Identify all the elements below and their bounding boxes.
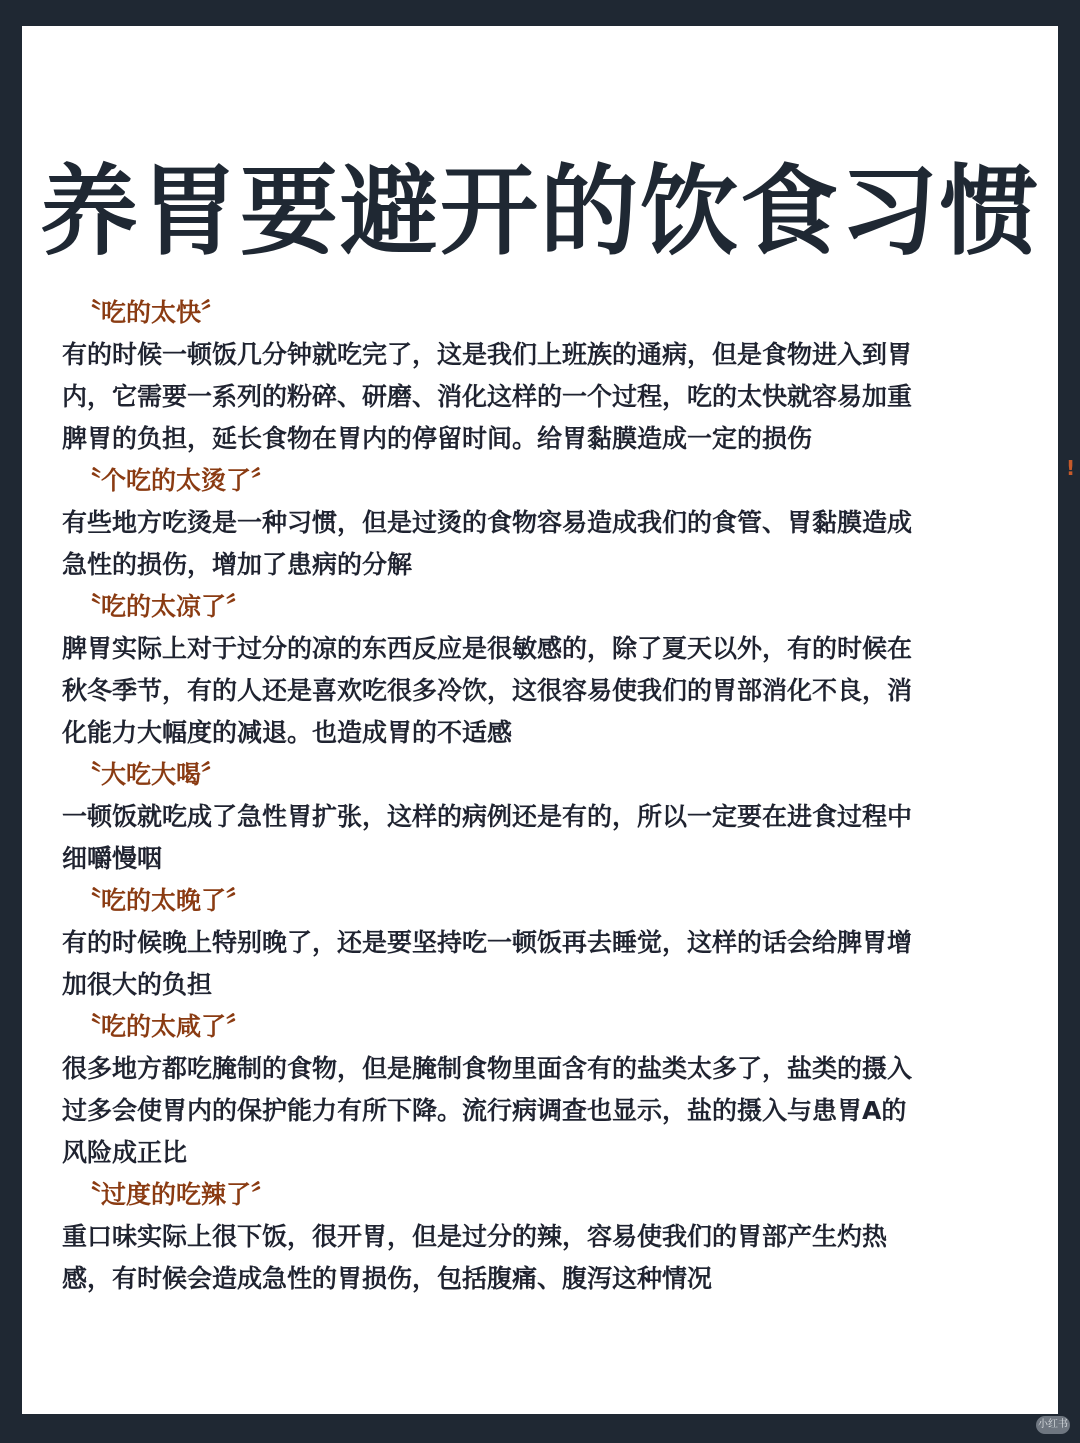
section-heading: 〝过度的吃辣了〞 xyxy=(76,1180,277,1209)
text-line: 细嚼慢咽 xyxy=(62,844,163,873)
section-eating-too-salty xyxy=(62,1006,1022,1174)
section-text xyxy=(62,1048,1022,1174)
text-line: 加很大的负担 xyxy=(62,970,213,999)
text-line: 感，有时候会造成急性的胃损伤，包括腹痛、腹泻这种情况 xyxy=(62,1264,713,1293)
section-heading: 〝个吃的太烫了〞 xyxy=(76,466,277,495)
section-text xyxy=(62,334,1022,460)
text-line: 很多地方都吃腌制的食物，但是腌制食物里面含有的盐类太多了，盐类的摄入 xyxy=(62,1054,913,1083)
text-line: 一顿饭就吃成了急性胃扩张，这样的病例还是有的，所以一定要在进食过程中 xyxy=(62,802,913,831)
watermark-badge: 小红书 xyxy=(1036,1416,1070,1434)
text-line: 化能力大幅度的减退。也造成胃的不适感 xyxy=(62,718,513,747)
text-line: 脾胃的负担，延长食物在胃内的停留时间。给胃黏膜造成一定的损伤 xyxy=(62,424,813,453)
section-eating-too-cold xyxy=(62,586,1022,754)
section-heading: 〝吃的太晚了〞 xyxy=(76,886,252,915)
section-text xyxy=(62,796,1022,880)
text-line: 过多会使胃内的保护能力有所下降。流行病调查也显示，盐的摄入与患胃A的 xyxy=(62,1096,907,1125)
text-line: 风险成正比 xyxy=(62,1138,188,1167)
section-too-spicy xyxy=(62,1174,1022,1300)
section-eating-too-hot xyxy=(62,460,1022,586)
section-eating-too-fast xyxy=(62,292,1022,460)
text-line: 秋冬季节，有的人还是喜欢吃很多冷饮，这很容易使我们的胃部消化不良，消 xyxy=(62,676,913,705)
section-text xyxy=(62,628,1022,754)
section-text xyxy=(62,502,1022,586)
text-line: 重口味实际上很下饭，很开胃，但是过分的辣，容易使我们的胃部产生灼热 xyxy=(62,1222,888,1251)
section-text xyxy=(62,1216,1022,1300)
content-card xyxy=(22,26,1058,1414)
section-heading: 〝大吃大喝〞 xyxy=(76,760,227,789)
section-heading: 〝吃的太咸了〞 xyxy=(76,1012,252,1041)
text-line: 脾胃实际上对于过分的凉的东西反应是很敏感的，除了夏天以外，有的时候在 xyxy=(62,634,913,663)
text-line: 内，它需要一系列的粉碎、研磨、消化这样的一个过程，吃的太快就容易加重 xyxy=(62,382,913,411)
section-text xyxy=(62,922,1022,1006)
text-line: 急性的损伤，增加了患病的分解 xyxy=(62,550,413,579)
text-line: 有的时候晚上特别晚了，还是要坚持吃一顿饭再去睡觉，这样的话会给脾胃增 xyxy=(62,928,913,957)
section-heading: 〝吃的太快〞 xyxy=(76,298,227,327)
article-body xyxy=(62,292,1022,1300)
section-overeating xyxy=(62,754,1022,880)
text-line: 有些地方吃烫是一种习惯，但是过烫的食物容易造成我们的食管、胃黏膜造成 xyxy=(62,508,913,537)
text-line: 有的时候一顿饭几分钟就吃完了，这是我们上班族的通病，但是食物进入到胃 xyxy=(62,340,913,369)
section-heading: 〝吃的太凉了〞 xyxy=(76,592,252,621)
exclamation-mark: ! xyxy=(1066,456,1076,480)
page-title: 养胃要避开的饮食习惯 xyxy=(39,155,1040,269)
section-eating-too-late xyxy=(62,880,1022,1006)
